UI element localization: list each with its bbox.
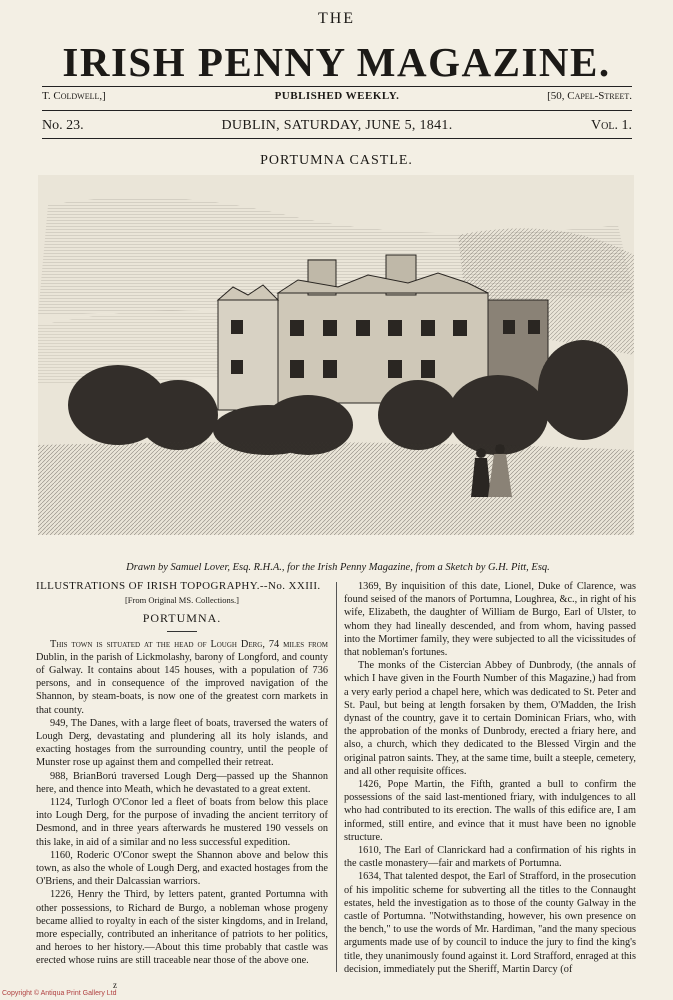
- copyright-footer: Copyright © Antiqua Print Gallery Ltd: [2, 990, 117, 997]
- column-divider: [336, 582, 337, 972]
- masthead-the: THE: [317, 10, 356, 27]
- publication-row: [42, 90, 632, 106]
- publisher-address: [50, Capel-Street.: [547, 90, 632, 102]
- masthead-title: IRISH PENNY MAGAZINE.: [62, 39, 611, 85]
- section-source: [From Original MS. Collections.]: [124, 595, 240, 606]
- masthead-rule-bottom: [42, 138, 632, 139]
- paragraph: 1426, Pope Martin, the Fifth, granted a bull to confirm the possessions of the said last-mentioned friary, with indulgences to all who had contributed to its erection. The walls of this edifice are, I am informed, still entire, and evince that it must have been no ignoble structure.: [344, 779, 636, 843]
- paragraph: 1634, That talented despot, the Earl of Strafford, in the prosecution of his impolitic scheme for subverting all the titles to the Connaught estates, held the investigation as to those of the county Galway in the castle of Portumna. "Notwithstanding, however, his own presence on the bench," to use the words of Mr. Hardiman, "and the many specious arguments made use of by council to induce the jury to find the king's title, they unanimously found against it. Lord Strafford, enraged at this decision, immediately put the Sheriff, Martin Darcy (of: [344, 871, 636, 975]
- paragraph: 1124, Turlogh O'Conor led a fleet of boats from below this place into Lough Derg, for the purpose of invading the ancient territory of Desmond, and in three years afterwards he mustered 190 vessels on this lake, in aid of a similar and no less successful expedition.: [36, 797, 328, 848]
- issue-number: No. 23.: [42, 118, 84, 133]
- plate-title: PORTUMNA CASTLE.: [260, 153, 413, 168]
- section-heading: ILLUSTRATIONS OF IRISH TOPOGRAPHY.--No. XXIII.: [36, 580, 321, 592]
- paragraph: 988, BrianBorú traversed Lough Derg—passed up the Shannon here, and thence into Meath, which he devastated to a great extent.: [36, 770, 328, 795]
- paragraph: The monks of the Cistercian Abbey of Dunbrody, (the annals of which I have given in the Fourth Number of this Magazine,) had from a very early period a chapel here, which was dedicated to St. Peter and St. Paul, but being at length forsaken by them, O'Madden, the Irish dynast of the country, gave it to certain Dominican Friars, who, with the approbation of the monks of Dunbrody, erected a friary here, and also, a church, which they dedicated to the Blessed Virgin and the original patron saints. They, at the same time, built a steeple, cemetery, and all other requisite offices.: [344, 660, 636, 777]
- paragraph: 949, The Danes, with a large fleet of boats, traversed the waters of Lough Derg, devastating and plundering all its holy islands, and exacting hostages from the surrounding country, until the people of Munster rose up against them and compelled their retreat.: [36, 717, 328, 769]
- volume-number: Vol. 1.: [591, 118, 632, 133]
- publication-frequency: PUBLISHED WEEKLY.: [274, 90, 400, 102]
- publisher-name: T. Coldwell,]: [42, 90, 106, 102]
- title-rule: [167, 631, 197, 632]
- issue-dateline: DUBLIN, SATURDAY, JUNE 5, 1841.: [221, 118, 453, 133]
- masthead-rule-top: [42, 86, 632, 87]
- paragraph: 1226, Henry the Third, by letters patent, granted Portumna with other possessions, to Richard de Burgo, a nobleman whose progeny became allied to royalty in each of the sister kingdoms, and in Ireland, more especially, contributed an inheritance of patriots to her politics, and heroes to her history.—About this time probably that castle was erected whose ruins are still traceable near those of the above one.: [36, 889, 328, 967]
- engraving-credit: Drawn by Samuel Lover, Esq. R.H.A., for the Irish Penny Magazine, from a Sketch by G.H. Pitt, Esq.: [126, 562, 550, 573]
- paragraph: 1369, By inquisition of this date, Lionel, Duke of Clarence, was found seised of the manors of Portumna, Loughrea, &c., in right of his wife, Elizabeth, the daughter of William de Burgo, Earl of Ulster, to whom they had lineally descended, and from whom, having passed into the Mortimer family, they were subjected to all the vicissitudes of that nobleman's fortunes.: [344, 581, 636, 659]
- article-column-left: [36, 580, 328, 968]
- castle-engraving: [38, 175, 634, 535]
- signature-mark: z: [113, 980, 117, 990]
- masthead-rule-mid: [42, 110, 632, 111]
- article-column-right: [344, 580, 636, 976]
- paragraph: This town is situated at the head of Lough Derg, 74 miles from Dublin, in the parish of Lickmolashy, barony of Longford, and county of Galway. It contains about 145 houses, with a population of 736 persons, and in consequence of the improved navigation of the Shannon, by steam-boats, is now one of the greatest corn markets in that county.: [36, 638, 328, 716]
- paragraph: 1160, Roderic O'Conor swept the Shannon above and below this town, as also the whole of Lough Derg, and exacted hostages from the O'Briens, and their Dalcassian warriors.: [36, 849, 328, 888]
- article-title: PORTUMNA.: [142, 611, 222, 626]
- paragraph: 1610, The Earl of Clanrickard had a confirmation of his rights in the castle monastery—fair and markets of Portumna.: [344, 845, 636, 870]
- issue-row: [42, 118, 632, 136]
